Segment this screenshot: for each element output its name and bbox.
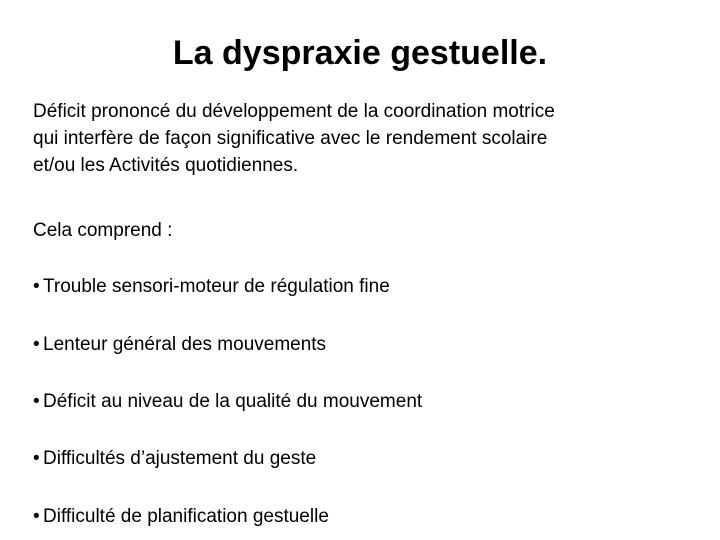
intro-paragraph — [33, 98, 693, 179]
bullet-text: Difficultés d’ajustement du geste — [43, 448, 317, 469]
bullet-item — [33, 503, 329, 530]
bullet-item — [33, 388, 422, 415]
slide-title: La dyspraxie gestuelle. — [172, 33, 548, 72]
bullet-marker: • — [33, 506, 40, 527]
slide-body — [33, 98, 693, 527]
bullet-item — [33, 445, 316, 472]
bullet-marker: • — [33, 448, 40, 469]
intro-line: et/ou les Activités quotidiennes. — [33, 155, 299, 176]
bullet-text: Trouble sensori-moteur de régulation fine — [43, 276, 390, 297]
bullet-text: Difficulté de planification gestuelle — [43, 506, 329, 527]
bullet-text: Lenteur général des mouvements — [43, 334, 327, 355]
bullet-marker: • — [33, 334, 40, 355]
bullet-item — [33, 273, 390, 300]
lead-text: Cela comprend : — [33, 220, 173, 241]
bullet-marker: • — [33, 391, 40, 412]
intro-line: Déficit prononcé du développement de la coordination motrice — [33, 101, 555, 122]
intro-line: qui interfère de façon significative avec le rendement scolaire — [33, 128, 548, 149]
bullet-marker: • — [33, 276, 40, 297]
bullet-item — [33, 331, 326, 358]
bullet-text: Déficit au niveau de la qualité du mouvement — [43, 391, 423, 412]
